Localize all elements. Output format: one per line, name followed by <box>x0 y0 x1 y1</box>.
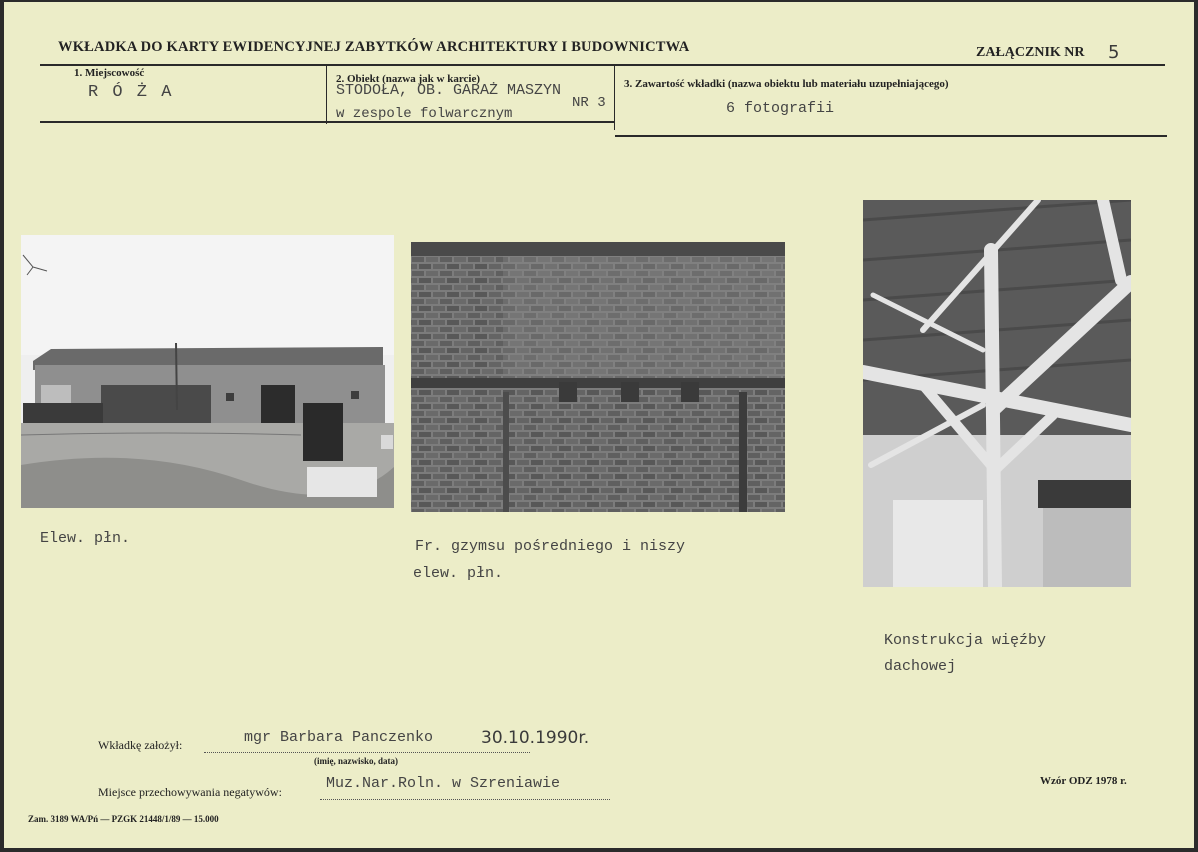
negatives-storage-value: Muz.Nar.Roln. w Szreniawie <box>326 775 561 792</box>
object-value-line2: w zespole folwarcznym <box>336 106 513 122</box>
photo-caption-1: Elew. płn. <box>40 530 131 547</box>
created-by-hint: (imię, nazwisko, data) <box>314 756 398 766</box>
field-divider <box>326 66 327 124</box>
object-number: NR 3 <box>572 95 606 111</box>
photo-roof-truss <box>863 200 1131 587</box>
photo-caption-2-line2: elew. płn. <box>413 565 504 582</box>
negatives-storage-label: Miejsce przechowywania negatywów: <box>98 785 282 799</box>
object-label: 2. Obiekt (nazwa jak w karcie) <box>336 73 481 85</box>
photo-caption-3-line1: Konstrukcja więźby <box>884 632 1047 649</box>
field-bottom-rule <box>40 121 615 123</box>
content-value: 6 fotografii <box>726 100 835 117</box>
photo-cornice-niche <box>411 242 785 512</box>
form-title: WKŁADKA DO KARTY EWIDENCYJNEJ ZABYTKÓW ARCHITEKTURY I BUDOWNICTWA <box>58 39 690 55</box>
order-number: Zam. 3189 WA/Pń — PZGK 21448/1/89 — 15.000 <box>28 814 219 824</box>
photo-caption-2-line1: Fr. gzymsu pośredniego i niszy <box>415 538 686 555</box>
object-value: STODOŁA, OB. GARAŻ MASZYN <box>336 82 562 99</box>
form-model: Wzór ODZ 1978 r. <box>1040 775 1127 787</box>
photo-caption-3-line2: dachowej <box>884 658 957 675</box>
created-by-label: Wkładkę założył: <box>98 738 183 752</box>
field-bottom-rule-right <box>615 135 1167 137</box>
created-date: 30.10.1990r. <box>481 728 590 748</box>
place-value: R Ó Ż A <box>88 83 174 102</box>
attachment-label: ZAŁĄCZNIK NR <box>976 45 1085 60</box>
created-by-line <box>204 752 530 753</box>
top-rule <box>40 64 1165 66</box>
record-sheet <box>4 2 1194 848</box>
photo-barn-north-elevation <box>21 235 394 508</box>
place-label: 1. Miejscowość <box>74 67 145 79</box>
field-divider <box>614 66 615 130</box>
attachment-number: 5 <box>1108 42 1120 63</box>
content-label: 3. Zawartość wkładki (nazwa obiektu lub materiału uzupełniającego) <box>624 78 949 90</box>
negatives-storage-line <box>320 799 610 800</box>
created-by-value: mgr Barbara Panczenko <box>244 729 434 746</box>
